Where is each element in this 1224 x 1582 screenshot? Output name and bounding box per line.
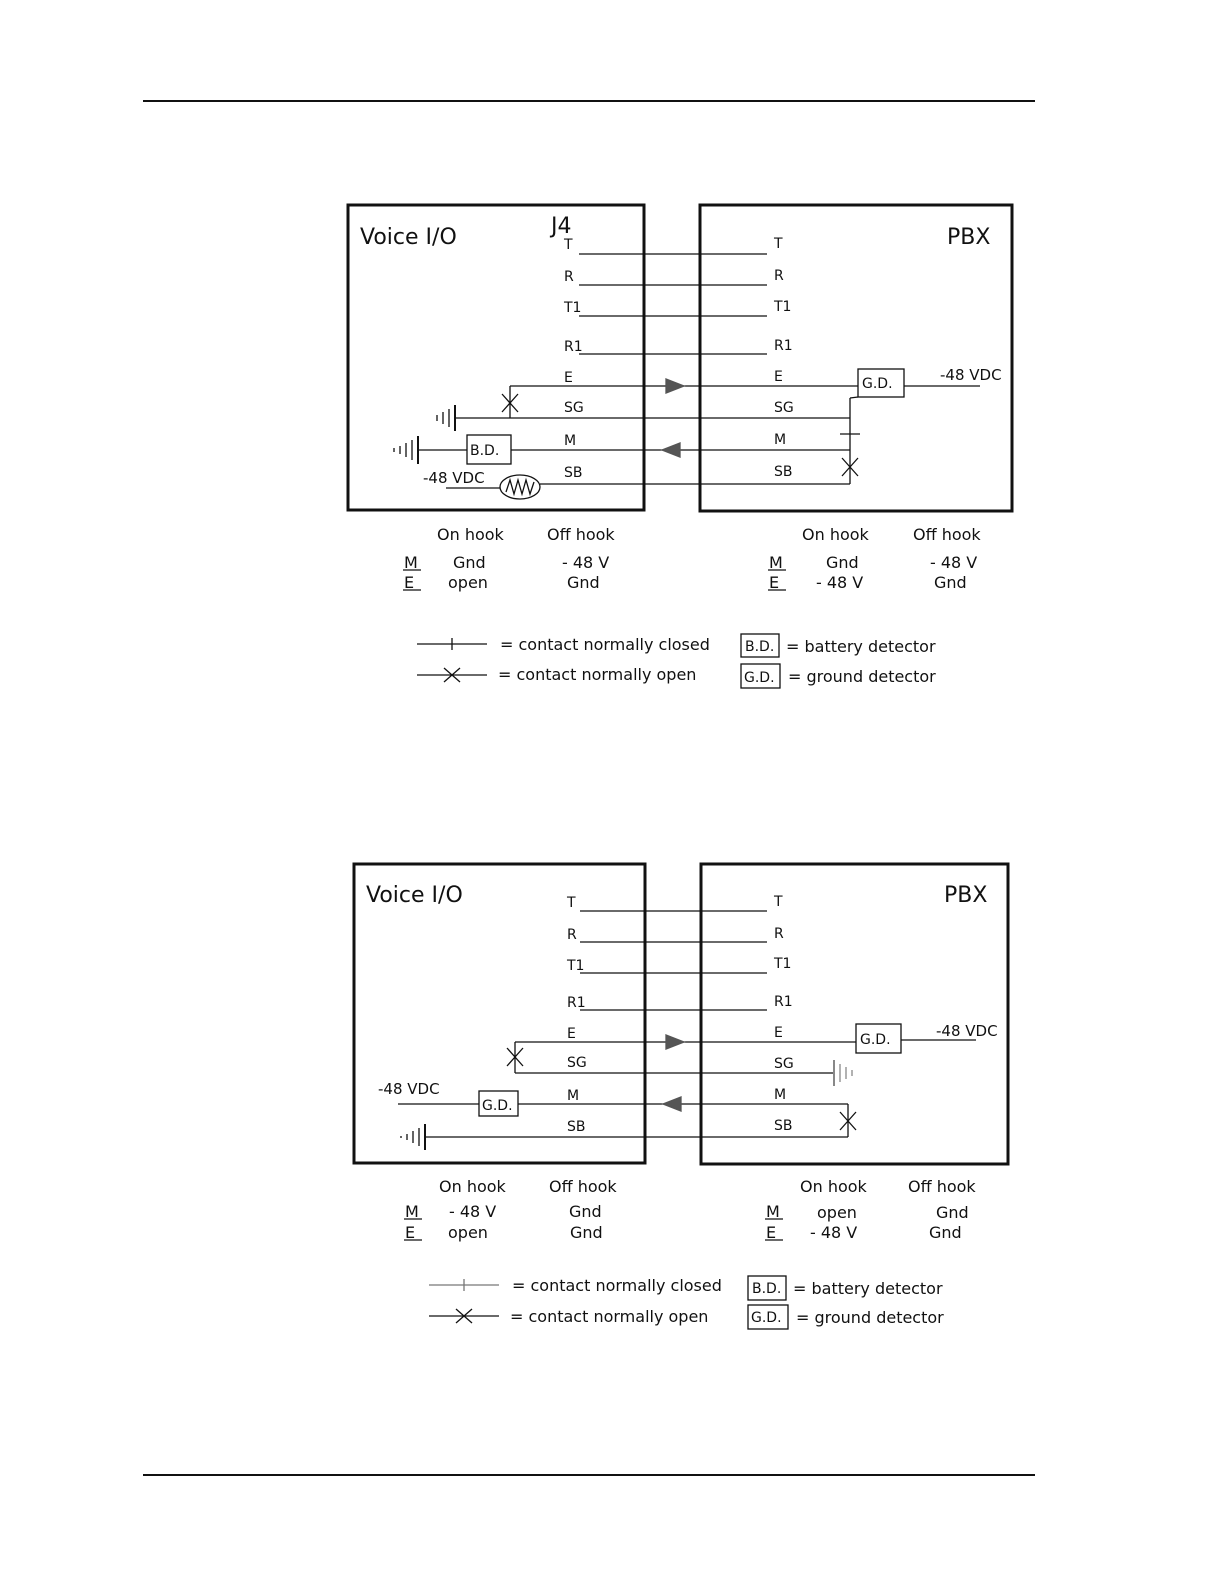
legend-closed-text: = contact normally closed	[500, 635, 710, 654]
pbx-box	[700, 205, 1012, 511]
pbx-pin-m: M	[774, 432, 787, 448]
voice-e-on: open	[448, 573, 488, 592]
voice-e-off-2: Gnd	[570, 1223, 603, 1242]
m-arrow-left	[662, 443, 680, 457]
legend-bd-box-label: B.D.	[745, 639, 775, 655]
pbx-m-off: - 48 V	[930, 553, 978, 572]
voice-m-lead: M	[404, 553, 418, 572]
pbx-m-on: Gnd	[826, 553, 859, 572]
pbx-pin-sb: SB	[774, 464, 793, 480]
voice-bd-label: B.D.	[470, 443, 500, 459]
pbx-gd-to-vertical	[850, 397, 858, 398]
voice-pin-r1-2: R1	[567, 995, 586, 1011]
voice-pin-r-2: R	[567, 927, 577, 943]
pbx-e-lead-2: E	[766, 1223, 777, 1242]
pbx-pin-m-2: M	[774, 1087, 787, 1103]
voice-e-lead: E	[404, 573, 415, 592]
pbx-title: PBX	[947, 225, 991, 250]
pbx-gd-label-2: G.D.	[860, 1032, 891, 1048]
voice-supply-label-2: -48 VDC	[378, 1080, 440, 1098]
pbx-on-hook-header-2: On hook	[800, 1177, 867, 1196]
legend-open-text: = contact normally open	[498, 665, 697, 684]
voice-m-lead-2: M	[405, 1202, 419, 1221]
voice-pin-t1-2: T1	[567, 958, 585, 974]
pbx-pin-t1: T1	[774, 299, 792, 315]
pbx-gd-label: G.D.	[862, 376, 893, 392]
legend-open-text-2: = contact normally open	[510, 1307, 709, 1326]
pbx-pin-t-2: T	[774, 894, 783, 910]
voice-off-hook-header: Off hook	[547, 525, 615, 544]
pbx-m-lead-2: M	[766, 1202, 780, 1221]
pbx-e-on-2: - 48 V	[810, 1223, 858, 1242]
e-arrow-right	[666, 379, 684, 393]
voice-pin-t: T	[564, 237, 573, 253]
pbx-box-2	[701, 864, 1008, 1164]
pbx-on-hook-header: On hook	[802, 525, 869, 544]
voice-pin-r: R	[564, 269, 574, 285]
legend-bd-text-2: = battery detector	[793, 1279, 943, 1298]
voice-pin-e: E	[564, 370, 573, 386]
pbx-e-off-2: Gnd	[929, 1223, 962, 1242]
voice-pin-m-2: M	[567, 1088, 580, 1104]
pbx-e-on: - 48 V	[816, 573, 864, 592]
voice-off-hook-header-2: Off hook	[549, 1177, 617, 1196]
legend-bd-box-label-2: B.D.	[752, 1281, 782, 1297]
voice-io-title-2: Voice I/O	[366, 883, 463, 908]
voice-io-title: Voice I/O	[360, 225, 457, 250]
legend-gd-box-label-2: G.D.	[751, 1310, 782, 1326]
voice-m-off-2: Gnd	[569, 1202, 602, 1221]
pbx-e-off: Gnd	[934, 573, 967, 592]
voice-pin-t1: T1	[564, 300, 582, 316]
pbx-pin-r: R	[774, 268, 784, 284]
voice-m-on-2: - 48 V	[449, 1202, 497, 1221]
voice-pin-sb-2: SB	[567, 1119, 586, 1135]
legend-gd-box-label: G.D.	[744, 670, 775, 686]
pbx-supply-label: -48 VDC	[940, 366, 1002, 384]
pbx-pin-t1-2: T1	[774, 956, 792, 972]
diagram-2	[354, 864, 1008, 1329]
voice-pin-e-2: E	[567, 1026, 576, 1042]
voice-pin-t-2: T	[567, 895, 576, 911]
voice-pin-sb: SB	[564, 465, 583, 481]
pbx-pin-r1: R1	[774, 338, 793, 354]
pbx-m-on-2: open	[817, 1203, 857, 1222]
pbx-m-lead: M	[769, 553, 783, 572]
diagram-1	[348, 205, 1012, 688]
e-arrow-right-2	[666, 1035, 684, 1049]
pbx-pin-sg-2: SG	[774, 1056, 794, 1072]
pbx-pin-sg: SG	[774, 400, 794, 416]
voice-on-hook-header-2: On hook	[439, 1177, 506, 1196]
voice-gd-label-2: G.D.	[482, 1098, 513, 1114]
pbx-pin-e: E	[774, 369, 783, 385]
pbx-pin-r-2: R	[774, 926, 784, 942]
legend-bd-text: = battery detector	[786, 637, 936, 656]
connector-label: J4	[551, 214, 572, 239]
voice-pin-m: M	[564, 433, 577, 449]
voice-pin-r1: R1	[564, 339, 583, 355]
pbx-supply-label-2: -48 VDC	[936, 1022, 998, 1040]
pbx-pin-t: T	[774, 236, 783, 252]
voice-pin-sg: SG	[564, 400, 584, 416]
pbx-m-off-2: Gnd	[936, 1203, 969, 1222]
voice-m-off: - 48 V	[562, 553, 610, 572]
voice-m-on: Gnd	[453, 553, 486, 572]
voice-pin-sg-2: SG	[567, 1055, 587, 1071]
pbx-pin-r1-2: R1	[774, 994, 793, 1010]
diagram-2-labels	[366, 883, 998, 1327]
pbx-off-hook-header-2: Off hook	[908, 1177, 976, 1196]
pbx-title-2: PBX	[944, 883, 988, 908]
pbx-e-lead: E	[769, 573, 780, 592]
pbx-pin-e-2: E	[774, 1025, 783, 1041]
pbx-off-hook-header: Off hook	[913, 525, 981, 544]
voice-on-hook-header: On hook	[437, 525, 504, 544]
m-arrow-left-2	[663, 1097, 681, 1111]
voice-e-off: Gnd	[567, 573, 600, 592]
sb-resistor-zigzag	[506, 480, 534, 494]
legend-closed-text-2: = contact normally closed	[512, 1276, 722, 1295]
voice-io-box-2	[354, 864, 645, 1163]
legend-gd-text: = ground detector	[788, 667, 936, 686]
pbx-pin-sb-2: SB	[774, 1118, 793, 1134]
voice-e-lead-2: E	[405, 1223, 416, 1242]
legend-gd-text-2: = ground detector	[796, 1308, 944, 1327]
voice-supply-label: -48 VDC	[423, 469, 485, 487]
voice-e-on-2: open	[448, 1223, 488, 1242]
